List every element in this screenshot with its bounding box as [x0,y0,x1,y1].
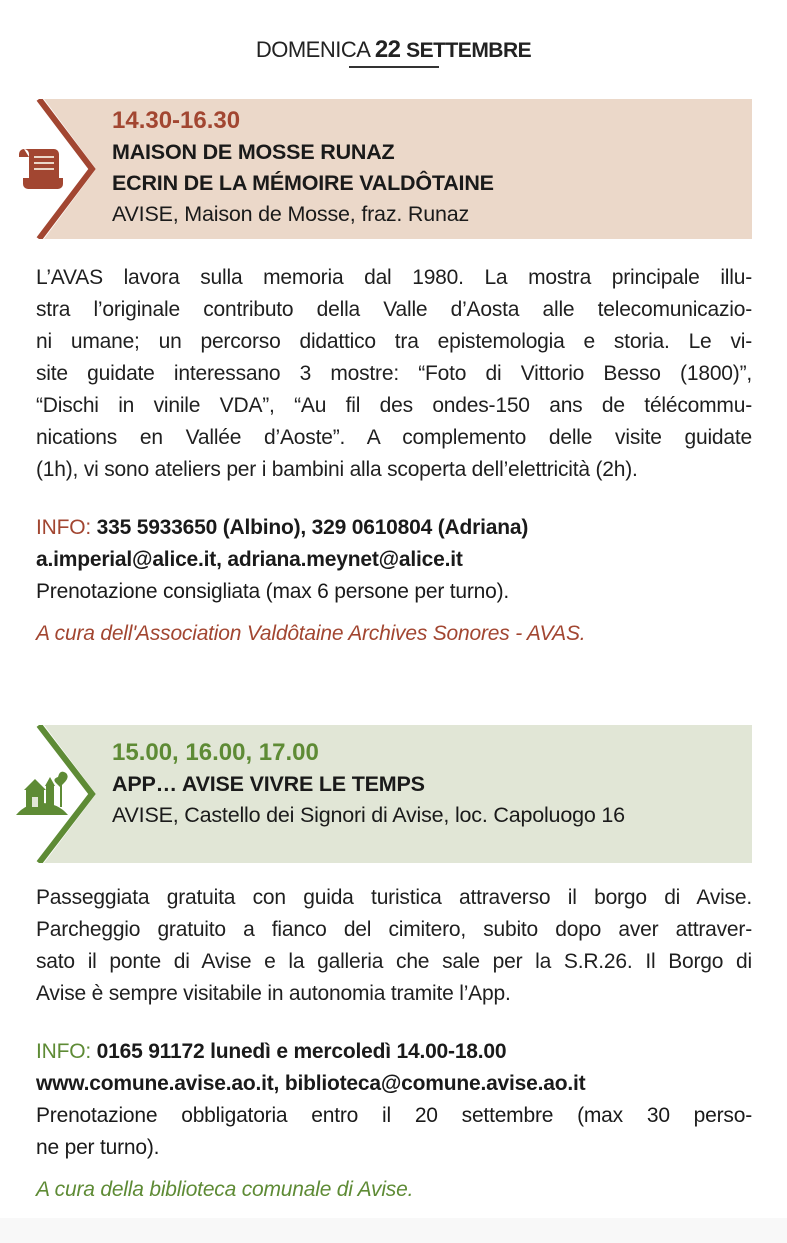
page-date-header [0,36,787,64]
header-day-number: 22 [374,36,401,63]
village-icon [14,767,70,817]
header-underline [349,66,439,68]
event-title-line-1: MAISON DE MOSSE RUNAZ [112,140,395,164]
info-note: ne per turno). [36,1136,160,1159]
description-line: stra l’originale contributo della Valle d’Aosta alle telecomunicazio- [36,298,752,321]
event-time: 15.00, 16.00, 17.00 [112,739,319,766]
banner-text [112,737,742,831]
event-1-credit: A cura dell'Association Valdôtaine Archives Sonores - AVAS. [36,622,586,645]
info-phone: 0165 91172 lunedì e mercoledì 14.00-18.00 [96,1040,507,1063]
info-email[interactable]: a.imperial@alice.it, adriana.meynet@alice.it [36,548,463,571]
info-email[interactable]: www.comune.avise.ao.it, biblioteca@comune.avise.ao.it [36,1072,586,1095]
header-month: SETTEMBRE [406,39,532,62]
banner-text [112,105,742,230]
scroll-icon [14,143,66,195]
info-note: Prenotazione consigliata (max 6 persone per turno). [36,580,510,603]
description-line: L’AVAS lavora sulla memoria dal 1980. La mostra principale illu- [36,266,752,289]
event-banner-2 [36,725,752,863]
description-line: nications en Vallée d’Aoste”. A complemento delle visite guidate [36,426,752,449]
description-line: sato il ponte di Avise e la galleria che sale per la S.R.26. Il Borgo di [36,950,752,973]
event-1-description [36,262,752,486]
event-time: 14.30-16.30 [112,107,241,134]
description-line: site guidate interessano 3 mostre: “Foto di Vittorio Besso (1800)”, [36,362,752,385]
info-phone: 335 5933650 (Albino), 329 0610804 (Adriana) [96,516,529,539]
page-bottom-edge [0,1218,787,1243]
info-label: INFO: [36,1040,91,1063]
description-line: Parcheggio gratuito a fianco del cimitero, subito dopo aver attraver- [36,918,752,941]
description-line: (1h), vi sono ateliers per i bambini alla scoperta dell’elettricità (2h). [36,458,638,481]
description-line: “Dischi in vinile VDA”, “Au fil des ondes-150 ans de télécommu- [36,394,752,417]
event-location: AVISE, Maison de Mosse, fraz. Runaz [112,202,470,226]
description-line: Avise è sempre visitabile in autonomia tramite l’App. [36,982,511,1005]
info-note: Prenotazione obbligatoria entro il 20 settembre (max 30 perso- [36,1104,752,1127]
event-banner-1 [36,99,752,239]
description-line: Passeggiata gratuita con guida turistica attraverso il borgo di Avise. [36,886,752,909]
event-title-line-2: ECRIN DE LA MÉMOIRE VALDÔTAINE [112,171,494,195]
event-2-info [36,1036,752,1164]
info-label: INFO: [36,516,91,539]
description-line: ni umane; un percorso didattico tra epistemologia e storia. Le vi- [36,330,752,353]
event-title-line-1: APP… AVISE VIVRE LE TEMPS [112,772,425,796]
event-1-info [36,512,752,608]
event-2-description [36,882,752,1010]
event-2-credit: A cura della biblioteca comunale di Avise. [36,1178,414,1201]
header-day: DOMENICA [255,37,370,62]
event-location: AVISE, Castello dei Signori di Avise, loc. Capoluogo 16 [112,803,625,827]
